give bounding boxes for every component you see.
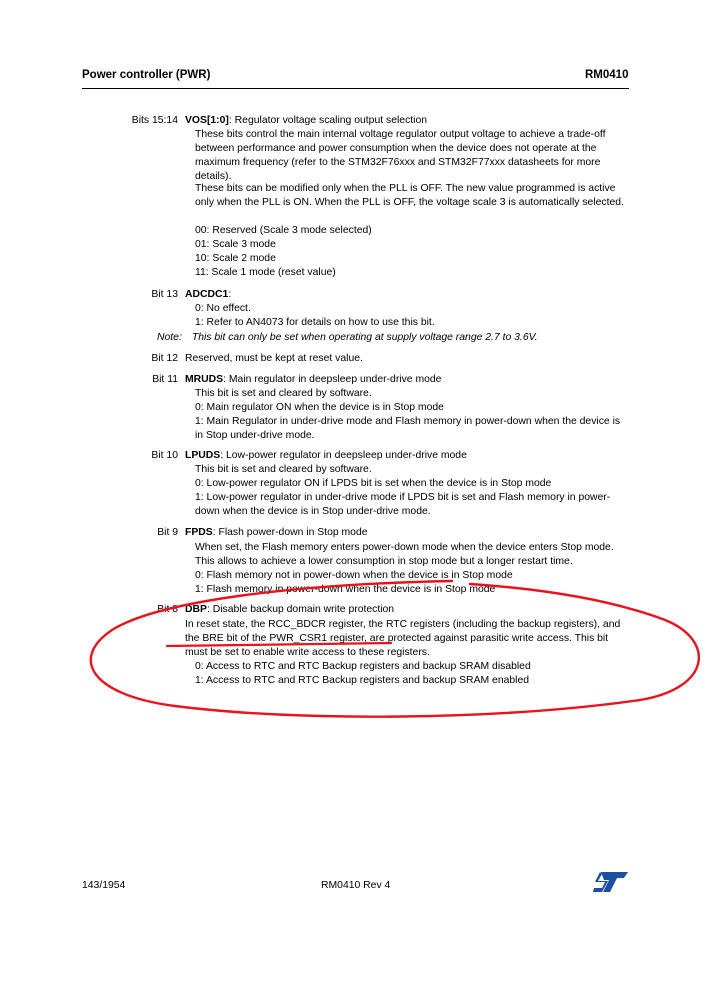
section-title: Power controller (PWR) — [82, 69, 211, 81]
bit-label-dbp: Bit 8 — [157, 604, 178, 615]
field-title-mruds — [185, 373, 441, 387]
fpds-value-0: 0: Flash memory not in power-down when the device is in Stop mode — [195, 570, 513, 581]
field-title-adcdc1 — [185, 288, 231, 302]
mruds-paragraph-1: This bit is set and cleared by software. — [195, 388, 372, 399]
field-desc-adcdc1: : — [228, 289, 232, 300]
st-logo-icon — [593, 870, 629, 894]
lpuds-value-1: 1: Low-power regulator in under-drive mode if LPDS bit is set and Flash memory in power-down when the device is in Stop under-drive mode. — [195, 492, 611, 517]
mruds-value-1: 1: Main Regulator in under-drive mode and Flash memory in power-down when the device is in Stop under-drive mode. — [195, 416, 621, 441]
bit-label-mruds: Bit 11 — [152, 374, 178, 385]
note-text: This bit can only be set when operating at supply voltage range 2.7 to 3.6V. — [191, 332, 538, 343]
vos-value-01: 01: Scale 3 mode — [195, 239, 276, 250]
vos-value-00: 00: Reserved (Scale 3 mode selected) — [195, 225, 372, 236]
field-name-dbp: DBP — [185, 604, 207, 615]
note-label: Note: — [157, 332, 182, 343]
field-title-dbp — [185, 603, 394, 617]
field-desc-dbp: : Disable backup domain write protection — [206, 604, 395, 615]
vos-paragraph-1: These bits control the main internal voltage regulator output voltage to achieve a trade-off between performance and power consumption when the device does not operate at the maximum frequency (refer to the STM32F76xxx and STM32F77xxx datasheets for more details). — [195, 129, 606, 182]
header-divider — [82, 88, 629, 89]
field-title-12: Reserved, must be kept at reset value. — [185, 353, 363, 364]
fpds-value-1: 1: Flash memory in power-down when the device is in Stop mode — [195, 584, 496, 595]
field-title-fpds — [185, 526, 368, 540]
fpds-paragraph-1: When set, the Flash memory enters power-down mode when the device enters Stop mode. This allows to achieve a lower consumption in stop mode but a longer restart time. — [195, 542, 614, 567]
field-name-vos: VOS[1:0] — [185, 115, 229, 126]
bit-label-vos: Bits 15:14 — [131, 115, 178, 126]
dbp-value-0: 0: Access to RTC and RTC Backup registers and backup SRAM disabled — [195, 661, 531, 672]
bit-label-12: Bit 12 — [151, 353, 178, 364]
vos-value-11: 11: Scale 1 mode (reset value) — [195, 267, 336, 278]
vos-paragraph-2: These bits can be modified only when the PLL is OFF. The new value programmed is active only when the PLL is ON. When the PLL is OFF, the voltage scale 3 is automatically selected. — [195, 183, 624, 208]
bit-label-lpuds: Bit 10 — [151, 450, 178, 461]
dbp-paragraph-1: In reset state, the RCC_BDCR register, the RTC registers (including the backup registers), and the BRE bit of the PWR_CSR1 register, are protected against parasitic write access. This bit must be set to enable write access to these registers. — [185, 619, 621, 658]
field-title-vos — [185, 114, 427, 128]
lpuds-paragraph-1: This bit is set and cleared by software. — [195, 464, 372, 475]
field-name-lpuds: LPUDS — [185, 450, 221, 461]
mruds-value-0: 0: Main regulator ON when the device is in Stop mode — [195, 402, 444, 413]
field-title-lpuds — [185, 449, 467, 463]
bit-label-adcdc1: Bit 13 — [151, 289, 178, 300]
field-desc-vos: : Regulator voltage scaling output selection — [228, 115, 428, 126]
vos-value-10: 10: Scale 2 mode — [195, 253, 276, 264]
adcdc1-value-1: 1: Refer to AN4073 for details on how to use this bit. — [195, 317, 435, 328]
field-name-mruds: MRUDS — [185, 374, 224, 385]
field-desc-lpuds: : Low-power regulator in deepsleep under-drive mode — [220, 450, 467, 461]
bit-label-fpds: Bit 9 — [157, 527, 178, 538]
document-code: RM0410 — [585, 69, 629, 81]
field-desc-mruds: : Main regulator in deepsleep under-drive mode — [223, 374, 442, 385]
lpuds-value-0: 0: Low-power regulator ON if LPDS bit is set when the device is in Stop mode — [195, 478, 552, 489]
field-name-adcdc1: ADCDC1 — [185, 289, 229, 300]
adcdc1-value-0: 0: No effect. — [195, 303, 251, 314]
field-desc-fpds: : Flash power-down in Stop mode — [212, 527, 368, 538]
field-name-fpds: FPDS — [185, 527, 213, 538]
document-revision: RM0410 Rev 4 — [321, 880, 391, 891]
dbp-value-1: 1: Access to RTC and RTC Backup registers and backup SRAM enabled — [195, 675, 530, 686]
adcdc1-note — [157, 331, 538, 345]
page-number: 143/1954 — [82, 880, 126, 891]
